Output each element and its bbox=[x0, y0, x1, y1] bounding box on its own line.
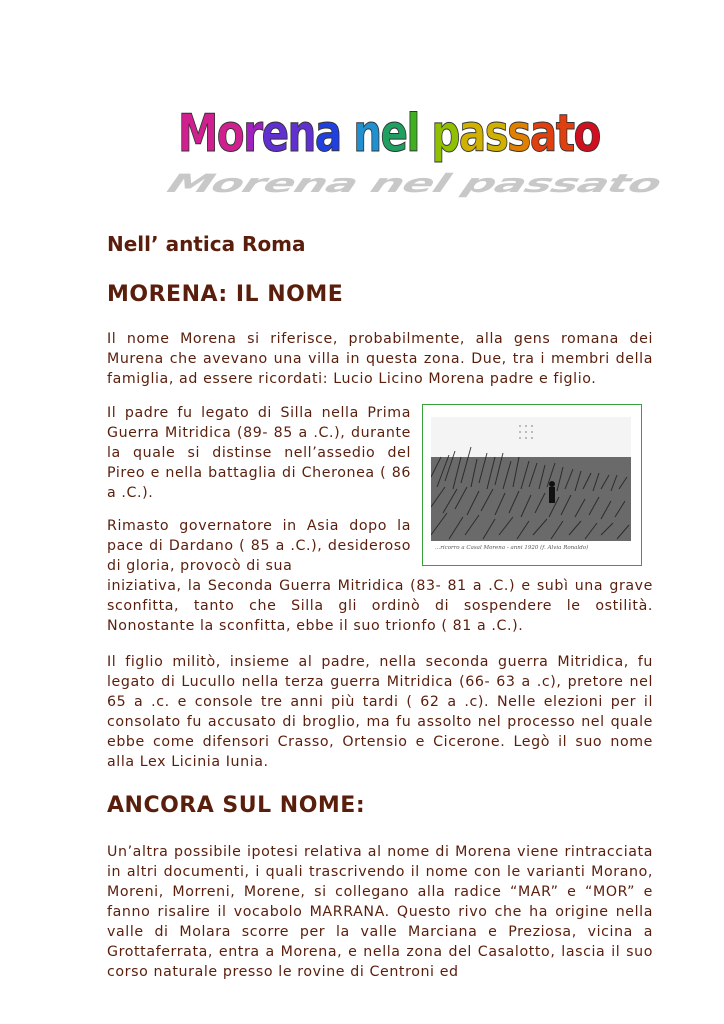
title-shadow: Morena nel passato bbox=[158, 168, 671, 198]
section-heading-antica-roma: Nell’ antica Roma bbox=[107, 232, 306, 256]
title-letter: a bbox=[529, 104, 556, 164]
title-letter: o bbox=[573, 104, 600, 164]
title-letter: M bbox=[178, 104, 217, 164]
title-letter bbox=[341, 104, 354, 164]
paragraph-governatore: Rimasto governatore in Asia dopo la pace di Dardano ( 85 a .C.), desideroso di gloria, provocò di sua bbox=[107, 518, 411, 574]
paragraph-ipotesi: Un’altra possibile ipotesi relativa al nome di Morena viene rintracciata in altri documenti, i quali trascrivendo il nome con le varianti Morano, Moreni, Morreni, Morene, si collegano alla radice “MAR” e “MOR” e fanno risalire il vocabolo MARRANA. Questo rivo che ha origine nella valle di Molara scorre per la valle Marciana e Preziosa, vicina a Grottaferrata, entra a Morena, e nella zona del Casalotto, lascia il suo corso naturale presso le rovine di Centroni ed bbox=[107, 844, 653, 980]
title-letter: p bbox=[431, 104, 459, 164]
photo-caption: ...ricorro a Casal Morena - anni 1920 (f. Alvia Ronaldo) bbox=[435, 545, 589, 551]
section-heading-morena-nome: MORENA: IL NOME bbox=[107, 282, 344, 307]
historical-photo bbox=[422, 404, 642, 566]
paragraph-padre: Il padre fu legato di Silla nella Prima Guerra Mitridica (89- 85 a .C.), durante la quale si distinse nell’assedio del Pireo e nella battaglia di Cheronea ( 86 a .C.). bbox=[107, 405, 411, 501]
title-letter: a bbox=[314, 104, 341, 164]
title-letter bbox=[419, 104, 432, 164]
title-letter: s bbox=[507, 104, 530, 164]
paragraph-intro: Il nome Morena si riferisce, probabilmente, alla gens romana dei Murena che avevano una villa in questa zona. Due, tra i membri della famiglia, ad essere ricordati: Lucio Licino Morena padre e figlio. bbox=[107, 331, 653, 387]
title-letter: s bbox=[484, 104, 508, 164]
title-letter: t bbox=[555, 104, 574, 164]
title-letter: o bbox=[216, 104, 244, 164]
title-letter: e bbox=[380, 104, 407, 164]
title-letter: n bbox=[353, 104, 381, 164]
section-heading-ancora-nome: ANCORA SUL NOME: bbox=[107, 793, 366, 818]
paragraph-figlio: Il figlio militò, insieme al padre, nella seconda guerra Mitridica, fu legato di Lucullo nella terza guerra Mitridica (66- 63 a .c), pretore nel 65 a .c. e console tre anni più tardi ( 62 a .c). Nelle elezioni per il consolato fu accusato di broglio, ma fu assolto nel processo nel quale ebbe come difensori Crasso, Ortensio e Cicerone. Legò il suo nome alla Lex Licinia Iunia. bbox=[107, 654, 653, 770]
field-photo-image bbox=[431, 417, 631, 541]
title-wordart bbox=[150, 100, 671, 198]
title-letter: n bbox=[287, 104, 315, 164]
paragraph-seconda-guerra: iniziativa, la Seconda Guerra Mitridica (83- 81 a .C.) e subì una grave sconfitta, tanto che Silla gli ordinò di sospendere le ostilità. Nonostante la sconfitta, ebbe il suo trionfo ( 81 a .C.). bbox=[107, 578, 653, 634]
title-letter: r bbox=[243, 104, 262, 164]
page-title bbox=[178, 104, 600, 164]
title-letter: e bbox=[261, 104, 288, 164]
title-letter: a bbox=[458, 104, 485, 164]
title-letter: l bbox=[406, 104, 419, 164]
